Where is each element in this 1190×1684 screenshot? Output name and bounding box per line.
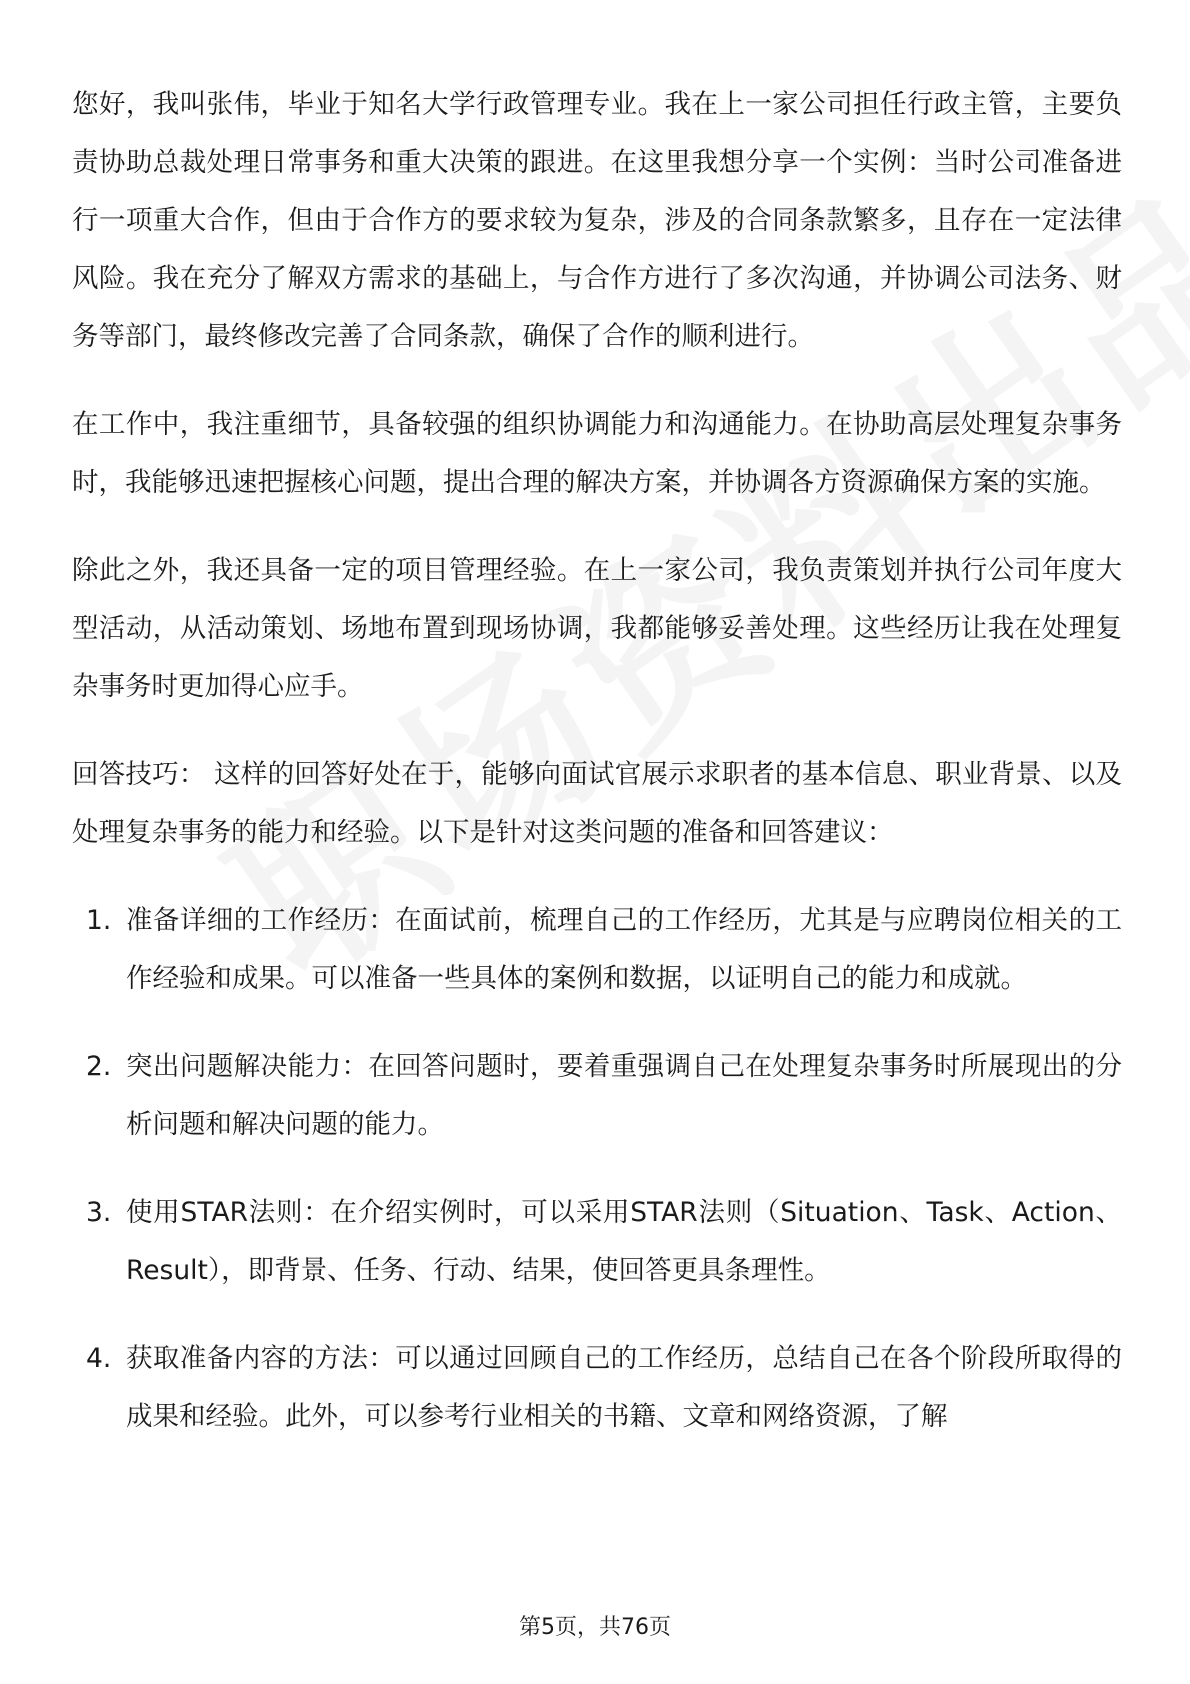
list-item: [72, 1330, 1122, 1446]
list-item-text: 准备详细的工作经历：在面试前，梳理自己的工作经历，尤其是与应聘岗位相关的工作经验和成果。可以准备一些具体的案例和数据，以证明自己的能力和成就。: [126, 905, 1122, 994]
list-item: [72, 1184, 1122, 1300]
list-item: [72, 892, 1122, 1008]
list-item-number: 2.: [86, 1051, 112, 1082]
list-item-number: 3.: [86, 1197, 112, 1228]
list-item-number: 4.: [86, 1343, 112, 1374]
page-number-footer: 第5页，共76页: [519, 1615, 671, 1640]
paragraph-experience: 除此之外，我还具备一定的项目管理经验。在上一家公司，我负责策划并执行公司年度大型活动，从活动策划、场地布置到现场协调，我都能够妥善处理。这些经历让我在处理复杂事务时更加得心应手。: [72, 555, 1122, 702]
list-item-text: 获取准备内容的方法：可以通过回顾自己的工作经历，总结自己在各个阶段所取得的成果和经验。此外，可以参考行业相关的书籍、文章和网络资源，了解: [126, 1343, 1122, 1432]
list-item-text: 使用STAR法则：在介绍实例时，可以采用STAR法则（Situation、Task、Action、Result），即背景、任务、行动、结果，使回答更具条理性。: [126, 1197, 1122, 1286]
paragraph-tips: 回答技巧： 这样的回答好处在于，能够向面试官展示求职者的基本信息、职业背景、以及处理复杂事务的能力和经验。以下是针对这类问题的准备和回答建议：: [72, 759, 1122, 848]
paragraph-intro: 您好，我叫张伟，毕业于知名大学行政管理专业。我在上一家公司担任行政主管，主要负责协助总裁处理日常事务和重大决策的跟进。在这里我想分享一个实例：当时公司准备进行一项重大合作，但由于合作方的要求较为复杂，涉及的合同条款繁多，且存在一定法律风险。我在充分了解双方需求的基础上，与合作方进行了多次沟通，并协调公司法务、财务等部门，最终修改完善了合同条款，确保了合作的顺利进行。: [72, 89, 1122, 352]
paragraph-skills: 在工作中，我注重细节，具备较强的组织协调能力和沟通能力。在协助高层处理复杂事务时，我能够迅速把握核心问题，提出合理的解决方案，并协调各方资源确保方案的实施。: [72, 409, 1122, 498]
list-item-text: 突出问题解决能力：在回答问题时，要着重强调自己在处理复杂事务时所展现出的分析问题和解决问题的能力。: [126, 1051, 1122, 1140]
document-body: [72, 76, 1122, 1476]
list-item-number: 1.: [86, 905, 112, 936]
advice-list: [72, 892, 1122, 1446]
list-item: [72, 1038, 1122, 1154]
